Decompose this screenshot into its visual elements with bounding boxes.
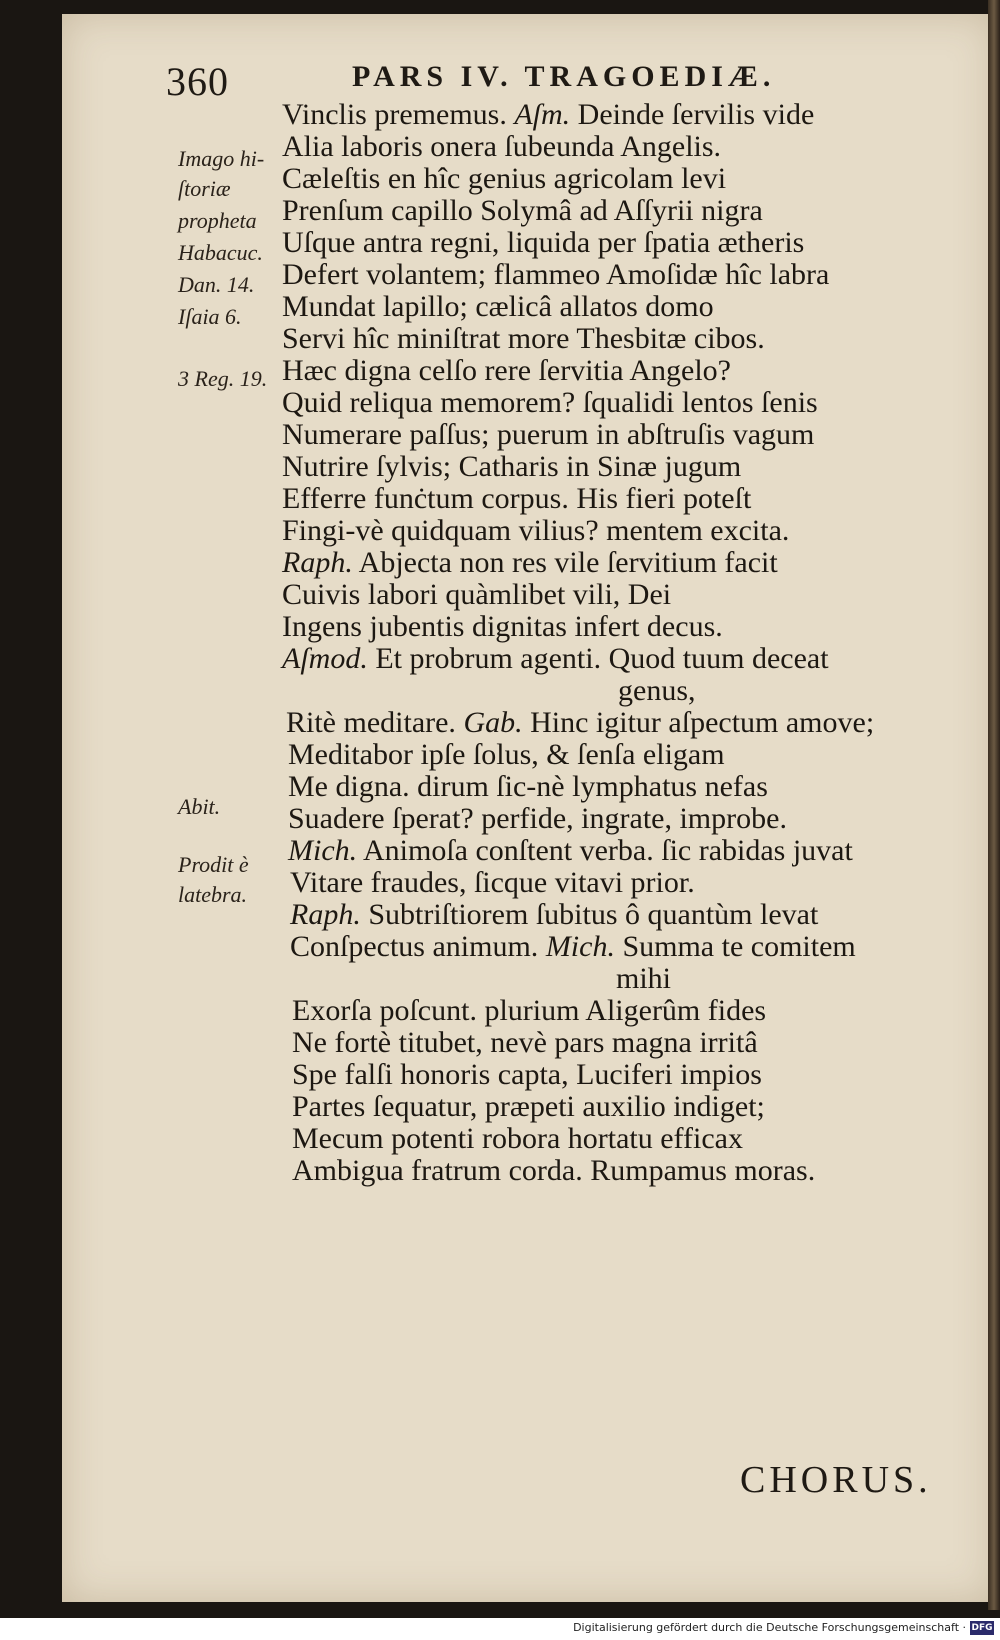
verse-segment: Nutrire ſylvis; Catharis in Sinæ jugum <box>282 450 742 483</box>
verse-segment: Prenſum capillo Solymâ ad Aſſyrii nigra <box>282 194 763 227</box>
verse-segment: mihi <box>616 962 672 995</box>
verse-line <box>282 130 721 164</box>
verse-line <box>282 610 723 644</box>
verse-line <box>282 514 789 548</box>
margin-note: Habacuc. <box>178 240 263 265</box>
verse-line <box>282 226 804 260</box>
verse-line <box>286 706 874 740</box>
verse-line <box>288 770 768 804</box>
verse-line <box>288 738 725 772</box>
margin-note: Abit. <box>178 794 221 819</box>
verse-line <box>288 802 787 836</box>
verse-segment: Vinclis prememus. <box>282 98 515 131</box>
verse-segment: Mundat lapillo; cælicâ allatos domo <box>282 290 714 323</box>
verse-line <box>292 994 766 1028</box>
verse-segment: Exorſa poſcunt. plurium Aligerûm fides <box>292 994 767 1027</box>
verse-line <box>282 482 751 516</box>
verse-line <box>282 354 731 388</box>
verse-segment: Ambigua fratrum corda. Rumpamus moras. <box>292 1154 816 1187</box>
margin-note: 3 Reg. 19. <box>178 366 268 391</box>
verse-segment: Defert volantem; flammeo Amoſidæ hîc labra <box>282 258 830 291</box>
verse-segment: Vitare fraudes, ſicque vitavi prior. <box>290 866 695 899</box>
verse-line <box>616 962 671 996</box>
verse-line <box>282 290 714 324</box>
running-head: PARS IV. TRAGOEDIÆ. <box>352 60 776 93</box>
verse-segment: Et probrum agenti. Quod tuum deceat <box>367 642 829 675</box>
margin-note: ſtoriæ <box>178 176 231 201</box>
verse-segment: Summa te comitem <box>614 930 856 963</box>
verse-segment: Numerare paſſus; puerum in abſtruſis vagum <box>282 418 815 451</box>
dfg-logo: DFG <box>971 1623 993 1633</box>
verse-line <box>282 322 765 356</box>
verse-segment: Ritè meditare. <box>286 706 464 739</box>
verse-segment: Partes ſequatur, præpeti auxilio indiget; <box>292 1090 765 1123</box>
verse-segment: Conſpectus animum. <box>290 930 546 963</box>
margin-note: Prodit è <box>178 852 249 877</box>
verse-segment: Alia laboris onera ſubeunda Angelis. <box>282 130 722 163</box>
verse-segment: Mecum potenti robora hortatu efficax <box>292 1122 743 1155</box>
verse-line <box>288 834 853 868</box>
speaker-label: Mich. <box>288 834 358 867</box>
verse-segment: Me digna. dirum ſic-nè lymphatus nefas <box>288 770 768 803</box>
verse-segment: Subtriſtiorem ſubitus ô quantùm levat <box>360 898 819 931</box>
footer-bar <box>0 1618 1000 1640</box>
verse-line <box>292 1058 762 1092</box>
verse-segment: Spe falſi honoris capta, Luciferi impios <box>292 1058 762 1091</box>
verse-line <box>290 930 856 964</box>
verse-segment: Suadere ſperat? perfide, ingrate, improbe. <box>288 802 787 835</box>
verse-line <box>282 194 763 228</box>
verse-line <box>282 162 726 196</box>
verse-segment: Uſque antra regni, liquida per ſpatia ætheris <box>282 226 805 259</box>
verse-line <box>282 98 814 132</box>
verse-segment: Meditabor ipſe ſolus, & ſenſa eligam <box>288 738 725 771</box>
margin-note: Iſaia 6. <box>178 304 242 329</box>
verse-line <box>292 1090 765 1124</box>
verse-line <box>292 1122 743 1156</box>
verse-line <box>282 450 741 484</box>
margin-note: latebra. <box>178 882 248 907</box>
verse-line <box>282 546 778 580</box>
speaker-label: Mich. <box>545 930 615 963</box>
verse-segment: Ne fortè titubet, nevè pars magna irritâ <box>292 1026 758 1059</box>
verse-segment: genus, <box>618 674 696 707</box>
verse-line <box>618 674 696 708</box>
verse-segment: Deinde ſervilis vide <box>570 98 815 131</box>
verse-line <box>282 578 671 612</box>
speaker-label: Aſm. <box>514 98 571 131</box>
speaker-label: Raph. <box>290 898 361 931</box>
margin-note: propheta <box>178 208 257 233</box>
verse-line <box>282 418 814 452</box>
verse-segment: Efferre funċtum corpus. His fieri poteſt <box>282 482 752 515</box>
verse-segment: Ingens jubentis dignitas infert decus. <box>282 610 723 643</box>
speaker-label: Raph. <box>282 546 353 579</box>
speaker-label: Gab. <box>463 706 523 739</box>
page-number: 360 <box>166 59 229 104</box>
verse-line <box>292 1154 815 1188</box>
verse-segment: Quid reliqua memorem? ſqualidi lentos ſenis <box>282 386 818 419</box>
verse-segment: Cæleſtis en hîc genius agricolam levi <box>282 162 727 195</box>
margin-note: Dan. 14. <box>178 272 255 297</box>
verse-line <box>282 642 829 676</box>
verse-line <box>292 1026 758 1060</box>
verse-line <box>282 386 818 420</box>
verse-segment: Servi hîc miniſtrat more Thesbitæ cibos. <box>282 322 765 355</box>
speaker-label: Aſmod. <box>282 642 368 675</box>
verse-segment: Fingi-vè quidquam vilius? mentem excita. <box>282 514 790 547</box>
verse-line <box>290 866 695 900</box>
footer-credit: Digitalisierung gefördert durch die Deutsche Forschungsgemeinschaft · <box>573 1621 966 1634</box>
verse-segment: Cuivis labori quàmlibet vili, Dei <box>282 578 672 611</box>
verse-segment: Animoſa conſtent verba. ſic rabidas juvat <box>357 834 853 867</box>
verse-segment: Hinc igitur aſpectum amove; <box>522 706 875 739</box>
verse-line <box>290 898 818 932</box>
verse-line <box>282 258 829 292</box>
verse-segment: Abjecta non res vile ſervitium facit <box>352 546 778 579</box>
catchword: CHORUS. <box>740 1459 932 1501</box>
margin-note: Imago hi- <box>178 146 265 171</box>
verse-segment: Hæc digna celſo rere ſervitia Angelo? <box>282 354 731 387</box>
